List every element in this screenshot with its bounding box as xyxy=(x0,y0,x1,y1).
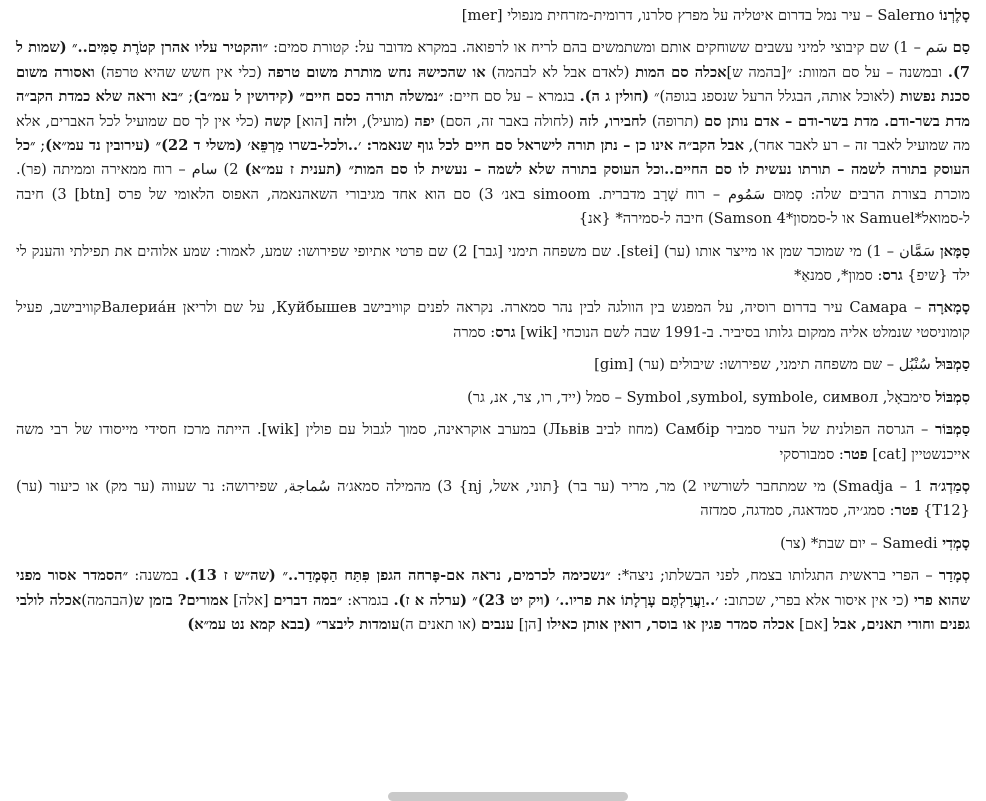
entry-quote: פטר xyxy=(895,502,919,519)
entry-text: (לאדם אבל לא לבהמה) xyxy=(486,64,636,81)
dictionary-entry xyxy=(16,296,970,345)
entry-quote: ״נמשלה תורה כסם חיים״ (קידושין ל עמ״ב) xyxy=(193,88,444,105)
entry-text: במשנה: xyxy=(128,567,185,584)
entry-quote: ולזה xyxy=(334,113,357,130)
entry-headword: סַם xyxy=(953,39,970,56)
entry-text: (לאוכל אותה, הבגלל הרעל שנספג בגופה)״ xyxy=(649,88,900,105)
entry-quote: ׳..וַעֲרַלְתֶּם עָרְלָתוֹ את פריו..׳ (ויק יט 23)״ (ערלה א ז). xyxy=(393,592,718,609)
dictionary-entry xyxy=(16,475,970,524)
entry-quote: אבל הקב״ה אינו כן – נתן תורה לישראל סם חיים לכל גוף שנאמר: ׳..ולכל-בשרו מַרְפֵּא׳ (משלי ד 22)״ (עירובין נד עמ״א) xyxy=(45,137,744,154)
entry-quote: גרס xyxy=(495,324,515,341)
entry-text: סימבאָל, Symbol ,symbol, symbole, символ – סמל (ייד, רו, צר, אנ, גר) xyxy=(467,389,931,406)
dictionary-entry xyxy=(16,418,970,467)
entry-quote: ״במה דברים xyxy=(273,592,342,609)
entry-quote: ״כל העוסק בתורה לשמה – תורתו נעשית לו סם החיים..וכל העוסק בתורה שלא לשמה – נעשית לו סם המות״ (תענית ז עמ״א) xyxy=(16,137,970,178)
entry-quote: קשה xyxy=(264,113,291,130)
dictionary-entry xyxy=(16,36,970,231)
dictionary-entry xyxy=(16,4,970,28)
dictionary-entry xyxy=(16,353,970,377)
entry-headword: סִמְבּוֹל xyxy=(935,389,970,406)
entry-text: ; xyxy=(36,137,46,154)
entry-text: سَم – 1) שם קיבוצי למיני עשבים ששוחקים אותם ומשתמשים בהם לריח או לרפואה. במקרא מדובר על: קטורת סמים: xyxy=(268,39,948,56)
dictionary-entry xyxy=(16,240,970,289)
entry-quote: ״והקטיר עליו אהרן קטֹרֶת סַמִּים..״ (שמות ל 7). xyxy=(16,39,970,80)
entry-text: (כלי אין לך סם שמועיל לכל האברים, אלא מה שמועיל לאבר זה – רע לאבר אחר), xyxy=(16,113,970,154)
entry-text: (כי אין איסור אלא בפרי, שכתוב: xyxy=(719,592,914,609)
entry-quote: עומדות ליבצר״ (בבא קמא נט עמ״א) xyxy=(187,616,399,633)
entry-quote: אכלה סמדר פגין או בוסר, רואין אותן כאילו xyxy=(547,616,795,633)
entry-quote: ״בא וראה שלא כמדת הקב״ה מדת בשר-ודם. מדת בשר-ודם – אדם נותן סם xyxy=(16,88,970,129)
entry-text: [אלה] xyxy=(228,592,273,609)
entry-headword: סַמָּאן xyxy=(940,243,970,260)
entry-headword: סַמְבּוֹר xyxy=(935,421,970,438)
entry-text: : סמבורסקי xyxy=(779,446,843,463)
entry-text: سُنْبُل – שם משפחה תימני, שפירושו: שיבולים (ער) [gim] xyxy=(594,356,931,373)
entry-headword: סָמָארָה xyxy=(928,299,970,316)
entry-headword: סְמָדַר xyxy=(939,567,970,584)
entry-quote: אמורים? בזמן ש xyxy=(134,592,229,609)
entry-text: ובמשנה – על סם המוות: ״[בהמה ש] xyxy=(727,64,948,81)
entry-quote: ואסורה משום סכנת נפשות xyxy=(16,64,970,105)
entry-headword: סַמְבּוּל xyxy=(935,356,970,373)
entry-quote: לחבירו, לזה xyxy=(579,113,646,130)
entry-text: בגמרא: xyxy=(342,592,393,609)
entry-headword: סָמְדִי xyxy=(942,535,970,552)
entry-headword: סָלֶרְנוֹ xyxy=(939,7,970,24)
entry-quote: גרס xyxy=(882,267,902,284)
entry-quote: ״הסמדר אסור מפני שהוא פרי xyxy=(16,567,970,608)
entry-text: (מועיל), xyxy=(357,113,415,130)
entry-headword: סְמַדְג׳ה xyxy=(929,478,970,495)
entry-text: [אם] xyxy=(794,616,833,633)
entry-quote: פטר xyxy=(844,446,868,463)
horizontal-scrollbar[interactable] xyxy=(388,792,628,801)
entry-text: 2) سام – רוח ממאירה וממיתה (פר). מוכרת בצורת הרבים שלה: סָמוּם سَمُوم – רוח שָׁרָב מדברית. simoom באנ׳ 3) סם הוא אחד מגיבורי השאהנאמה, האפוס הלאומי של פרס [btn] 3) חיבה ל-סמואל*Samuel או ל-סמסון*Samson 4) חיבה ל-סמירה* {אנ} xyxy=(16,161,970,227)
entry-text: [הן] xyxy=(514,616,547,633)
dictionary-entry xyxy=(16,532,970,556)
entry-text: [הוא] xyxy=(291,113,334,130)
entry-text: – הגרסה הפולנית של העיר סמביר Самбір (מחוז לביב Львів) במערב אוקראינה, סמוך לגבול עם פולין [wik]. הייתה מרכז חסידי מייסודו של רבי משה אייכנשטיין [cat] xyxy=(16,421,970,462)
entry-quote: אכלה לולבי גפנים וחורי תאנים, אבל xyxy=(16,592,970,633)
entry-text: (כלי אין חשש שהיא טרפה) xyxy=(95,64,268,81)
entry-text: سَمَّان – 1) מי שמוכר שמן או מייצר אותו (ער) [stei]. שם משפחה תימני [גבר] 2) שם פרטי אתיופי שפירושו: שמע, לאמור: שמע אלוהים את תפילתי והענק לי ילד {שיפ} xyxy=(16,243,970,284)
entry-quote: (חולין ג ה). xyxy=(580,88,650,105)
entry-text: : סמון*, סמנאַ* xyxy=(794,267,882,284)
entry-text: – Самара עיר בדרום רוסיה, על המפגש בין הוולגה לבין נהר סמארה. נקראה לפנים קוויבישב Куйбышев, על שם ולריאן Валериа́нקוויבישב, פעיל קומוניסטי שנמלט אליה ממקום גלותו בסיביר. ב-1991 שבה לשם הנוכחי [wik] xyxy=(16,299,970,340)
entry-text: בגמרא – על סם חיים: xyxy=(444,88,580,105)
dictionary-entry xyxy=(16,386,970,410)
entry-text: : סמרה xyxy=(453,324,495,341)
entry-quote: יפה xyxy=(414,113,434,130)
entry-quote: אכלה סם המות xyxy=(635,64,726,81)
entry-quote: ״נשכימה לכרמים, נראה אם-פָּרחה הגפן פִּתַּח הַסְּמָדַר..״ (שה״ש ז 13). xyxy=(185,567,611,584)
entry-text: (או תאנים ה) xyxy=(400,616,482,633)
entry-text: Smadja – 1) מי שמתחבר לשורשיו 2) מר, מריר (ער בר) {תוני, אשל, nj} 3) מהמילה סמאג׳ה سُماجة, שפירושה: נר שעווה (ער מק) או כיעור (ער) {T12} xyxy=(16,478,970,519)
entry-text: Samedi – יום שבת* (צר) xyxy=(780,535,937,552)
entry-text: Salerno – עיר נמל בדרום איטליה על מפרץ סלרנו, דרומית-מזרחית מנפולי [mer] xyxy=(462,7,935,24)
entry-text: (לחולה באבר זה, הסם) xyxy=(435,113,580,130)
dictionary-entry xyxy=(16,564,970,637)
entry-text: : סמג׳יה, סמדאגה, סמדגה, סמדזה xyxy=(700,502,894,519)
entry-quote: או שהכישהּ נחש מותרת משום טרפה xyxy=(268,64,486,81)
entry-text: (תרופה) xyxy=(647,113,705,130)
entry-text: – הפרי בראשית התגלותו בצמח, לפני הבשלתו; ניצה*: xyxy=(611,567,933,584)
entry-text: ; xyxy=(183,88,193,105)
entry-text: (הבהמה) xyxy=(81,592,133,609)
entry-quote: ענבים xyxy=(481,616,514,633)
